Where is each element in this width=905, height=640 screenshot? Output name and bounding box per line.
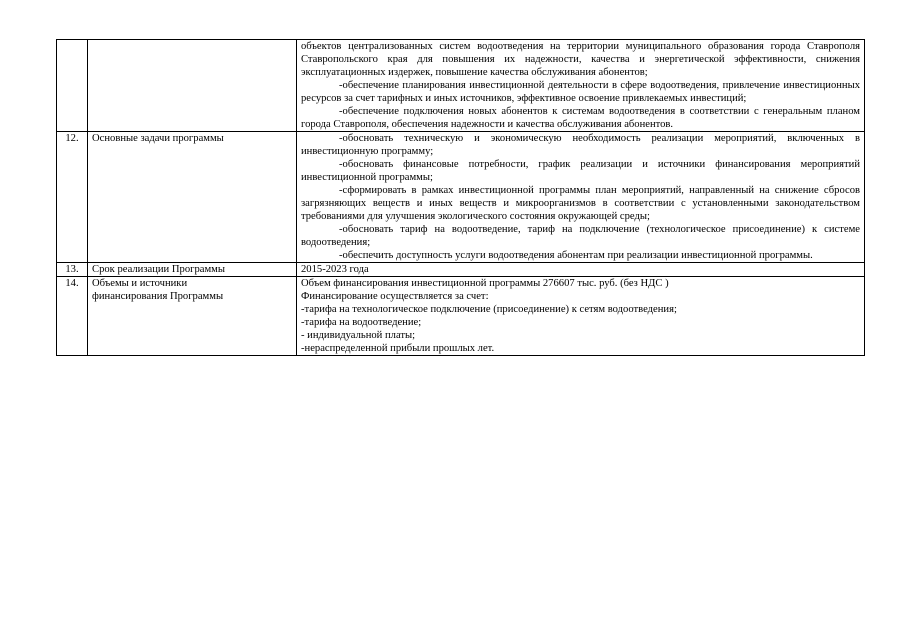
row-label: Основные задачи программы — [88, 132, 297, 263]
paragraph: -обосновать финансовые потребности, график реализации и источники финансирования мероприятий инвестиционной программы; — [301, 159, 860, 183]
row-content — [297, 40, 865, 132]
paragraph: объектов централизованных систем водоотведения на территории муниципального образования города Ставрополя Ставропольского края для повышения их надежности, качества и энергетической эффективности, снижения эксплуатационных издержек, повышение качества обслуживания абонентов; — [301, 41, 860, 78]
content-line: - индивидуальной платы; — [301, 330, 416, 341]
paragraph: -обеспечение подключения новых абонентов к системам водоотведения в соответствии с генеральным планом города Ставрополя, обеспечения надежности и качества обслуживания абонентов. — [301, 106, 860, 130]
content-line: -нераспределенной прибыли прошлых лет. — [301, 343, 495, 354]
table-row — [57, 132, 865, 263]
table-row — [57, 277, 865, 356]
table-row — [57, 40, 865, 132]
paragraph: -обеспечить доступность услуги водоотведения абонентам при реализации инвестиционной программы. — [339, 250, 813, 261]
content-line: Финансирование осуществляется за счет: — [301, 291, 489, 302]
label-line: финансирования Программы — [92, 291, 224, 302]
row-content — [297, 132, 865, 263]
row-content — [297, 277, 865, 356]
paragraph: -обосновать тариф на водоотведение, тариф на подключение (технологическое присоединение) к системе водоотведения; — [301, 224, 860, 248]
table-row — [57, 263, 865, 277]
program-passport-table — [56, 39, 865, 356]
content-line: Объем финансирования инвестиционной программы 276607 тыс. руб. (без НДС ) — [301, 278, 669, 289]
content-line: -тарифа на технологическое подключение (присоединение) к сетям водоотведения; — [301, 304, 677, 315]
row-number: 14. — [57, 277, 88, 356]
row-label: Срок реализации Программы — [88, 263, 297, 277]
row-label — [88, 277, 297, 356]
label-line: Объемы и источники — [92, 278, 188, 289]
row-number: 13. — [57, 263, 88, 277]
row-value: 2015-2023 года — [297, 263, 865, 277]
content-line: -тарифа на водоотведение; — [301, 317, 422, 328]
paragraph: -обеспечение планирования инвестиционной деятельности в сфере водоотведения, привлечение инвестиционных ресурсов за счет тарифных и иных источников, эффективное освоение привлекаемых инвестиций; — [301, 80, 860, 104]
row-number — [57, 40, 88, 132]
paragraph: -обосновать техническую и экономическую необходимость реализации мероприятий, включенных в инвестиционную программу; — [301, 133, 860, 157]
row-number: 12. — [57, 132, 88, 263]
row-label — [88, 40, 297, 132]
paragraph: -сформировать в рамках инвестиционной программы план мероприятий, направленный на снижение сбросов загрязняющих веществ и иных веществ и микроорганизмов в соответствии с установленными законодательством требованиями для улучшения экологического состояния окружающей среды; — [301, 185, 860, 222]
